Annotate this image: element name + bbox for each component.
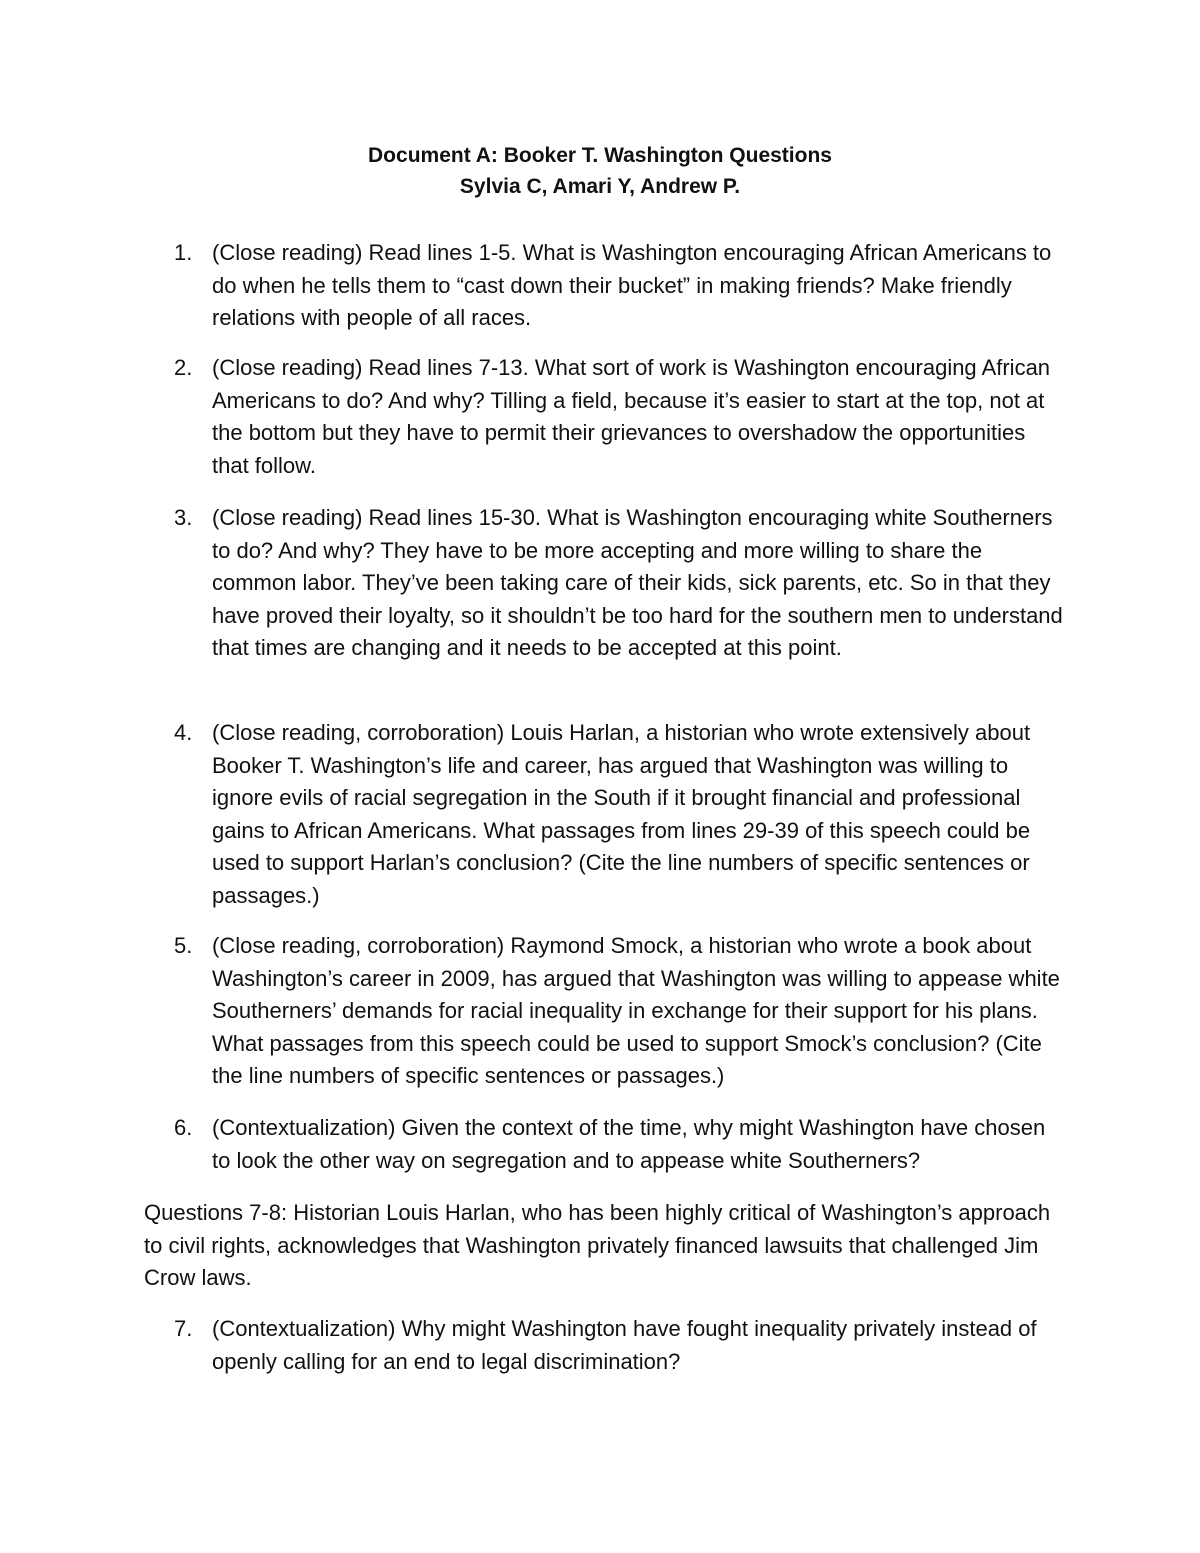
- document-title: Document A: Booker T. Washington Questions: [368, 144, 832, 167]
- question-number: 7.: [174, 1316, 193, 1341]
- question-text: (Close reading, corroboration) Louis Harlan, a historian who wrote extensively about Booker T. Washington’s life and career, has argued that Washington was willing to ignore evils of racial segregation in the South if it brought financial and professional gains to African Americans. What passages from lines 29-39 of this speech could be used to support Harlan’s conclusion? (Cite the line numbers of specific sentences or passages.): [212, 720, 1031, 908]
- question-2: [144, 352, 1064, 482]
- question-text: (Contextualization) Given the context of the time, why might Washington have chosen to look the other way on segregation and to appease white Southerners?: [212, 1115, 1046, 1173]
- question-number: 1.: [174, 240, 193, 265]
- question-text: (Close reading, corroboration) Raymond Smock, a historian who wrote a book about Washington’s career in 2009, has argued that Washington was willing to appease white Southerners’ demands for racial inequality in exchange for their support for his plans. What passages from this speech could be used to support Smock’s conclusion? (Cite the line numbers of specific sentences or passages.): [212, 933, 1060, 1088]
- question-1: [144, 237, 1064, 335]
- question-text: (Contextualization) Why might Washington have fought inequality privately instead of openly calling for an end to legal discrimination?: [212, 1316, 1037, 1374]
- question-number: 4.: [174, 720, 193, 745]
- questions-7-8-intro: Questions 7-8: Historian Louis Harlan, who has been highly critical of Washington’s approach to civil rights, acknowledges that Washington privately financed lawsuits that challenged Jim Crow laws.: [144, 1200, 1051, 1290]
- question-text: (Close reading) Read lines 7-13. What sort of work is Washington encouraging African Americans to do? And why? Tilling a field, because it’s easier to start at the top, not at the bottom but they have to permit their grievances to overshadow the opportunities that follow.: [212, 355, 1051, 478]
- question-3: [144, 502, 1064, 665]
- question-number: 5.: [174, 933, 193, 958]
- question-7: [144, 1313, 1064, 1378]
- question-text: (Close reading) Read lines 15-30. What is Washington encouraging white Southerners to do? And why? They have to be more accepting and more willing to share the common labor. They’ve been taking care of their kids, sick parents, etc. So in that they have proved their loyalty, so it shouldn’t be too hard for the southern men to understand that times are changing and it needs to be accepted at this point.: [212, 505, 1063, 660]
- question-5: [144, 930, 1064, 1093]
- question-number: 6.: [174, 1115, 193, 1140]
- question-4: [144, 717, 1064, 912]
- question-number: 2.: [174, 355, 193, 380]
- question-text: (Close reading) Read lines 1-5. What is Washington encouraging African Americans to do when he tells them to “cast down their bucket” in making friends? Make friendly relations with people of all races.: [212, 240, 1052, 330]
- document-authors: Sylvia C, Amari Y, Andrew P.: [459, 175, 741, 198]
- question-number: 3.: [174, 505, 193, 530]
- document-header: [0, 140, 1200, 202]
- question-6: [144, 1112, 1064, 1177]
